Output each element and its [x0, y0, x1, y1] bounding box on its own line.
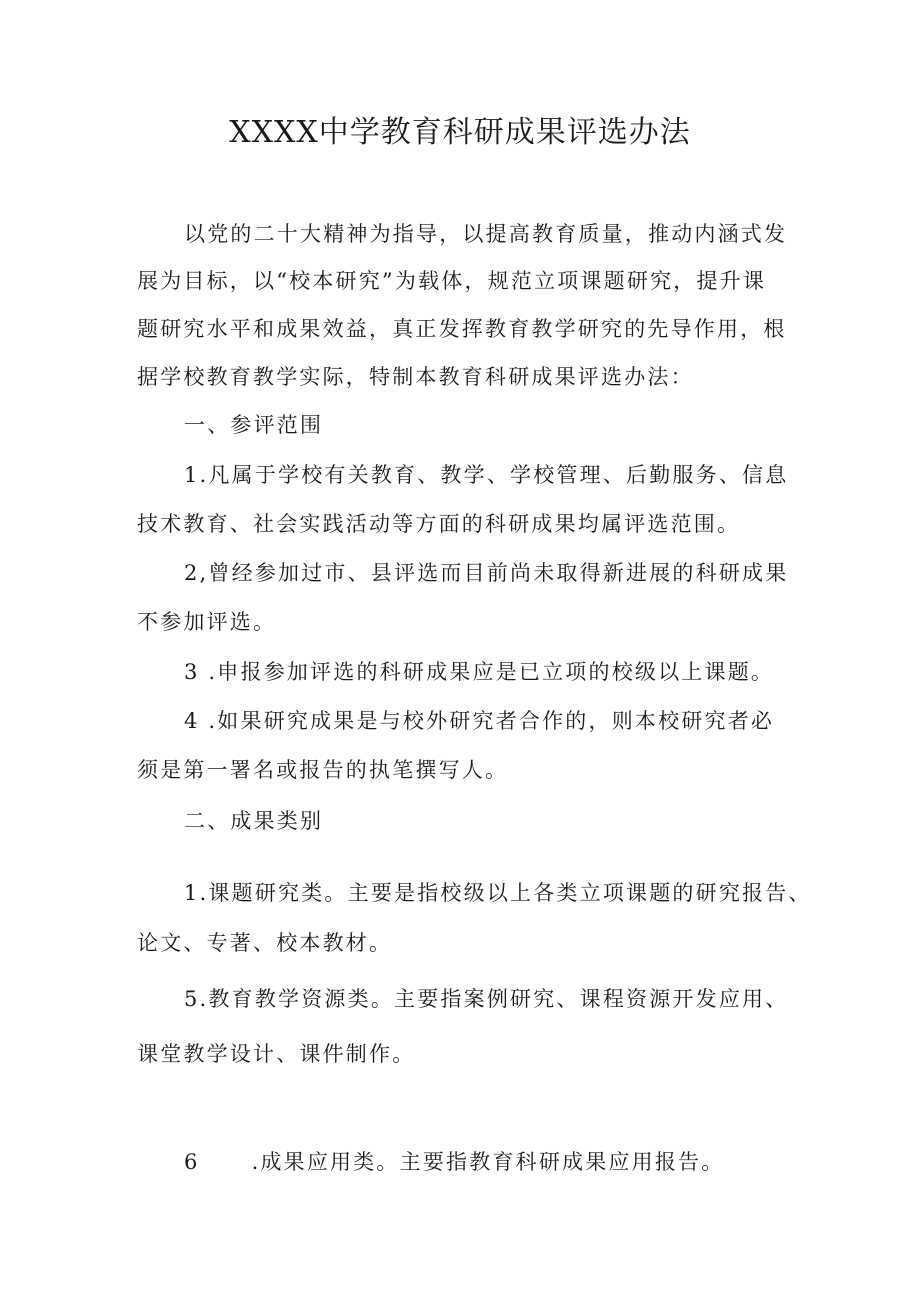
section-heading-categories: 二、成果类别	[184, 809, 324, 833]
category-5-line-1: 5.教育教学资源类。主要指案例研究、课程资源开发应用、	[184, 987, 789, 1011]
category-6-line	[184, 1147, 724, 1177]
document-title: XXXX中学教育科研成果评选办法	[229, 115, 691, 150]
scope-item-2-line-1: 2,曾经参加过市、县评选而目前尚未取得新进展的科研成果	[184, 561, 789, 585]
scope-item-4-line-1: 4 .如果研究成果是与校外研究者合作的，则本校研究者必	[184, 709, 775, 733]
category-5-line-2: 课堂教学设计、课件制作。	[137, 1042, 416, 1066]
category-6-text: .成果应用类。主要指教育科研成果应用报告。	[251, 1150, 725, 1174]
scope-item-3: 3 .申报参加评选的科研成果应是已立项的校级以上课题。	[184, 660, 775, 684]
intro-line-4: 据学校教育教学实际，特制本教育科研成果评选办法：	[137, 365, 694, 389]
intro-line-1: 以党的二十大精神为指导，以提高教育质量，推动内涵式发	[184, 222, 788, 246]
intro-line-2: 展为目标，以“校本研究”为载体，规范立项课题研究，提升课	[137, 269, 767, 293]
section-heading-scope: 一、参评范围	[184, 413, 324, 437]
category-1-line-2: 论文、专著、校本教材。	[137, 931, 393, 955]
scope-item-2-line-2: 不参加评选。	[137, 610, 277, 634]
intro-line-3: 题研究水平和成果效益，真正发挥教育教学研究的先导作用，根	[137, 317, 787, 341]
scope-item-1-line-2: 技术教育、社会实践活动等方面的科研成果均属评选范围。	[137, 512, 741, 536]
category-1-line-1: 1.课题研究类。主要是指校级以上各类立项课题的研究报告、	[184, 881, 812, 905]
scope-item-4-line-2: 须是第一署名或报告的执笔撰写人。	[137, 758, 509, 782]
category-6-number: 6	[184, 1150, 200, 1174]
scope-item-1-line-1: 1.凡属于学校有关教育、教学、学校管理、后勤服务、信息	[184, 463, 789, 487]
